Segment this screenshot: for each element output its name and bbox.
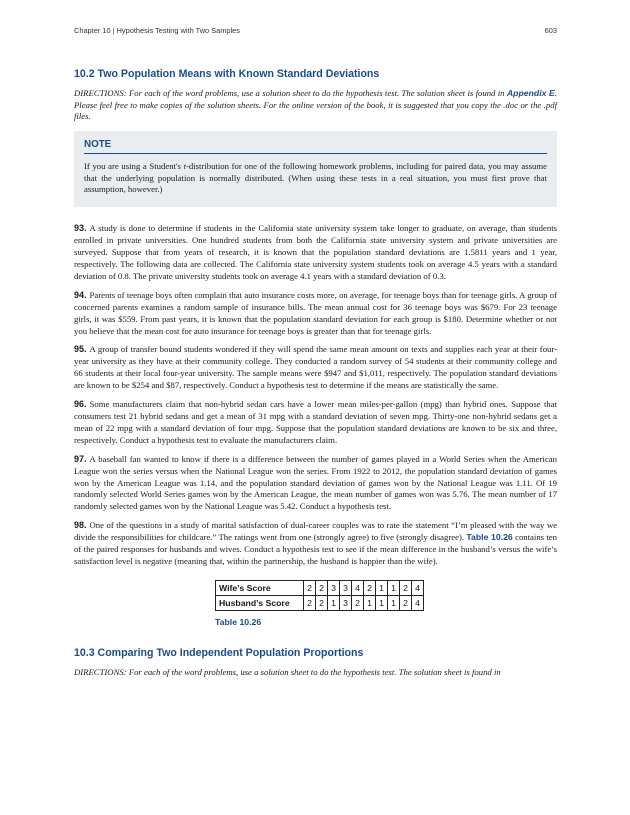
problem-text: Parents of teenage boys often complain that auto insurance costs more, on average, for teenage boys than for teenage girls. A group of concerned parents examines a random sample of insurance bills. The mean annual cost for 36 teenage boys was $679. For 23 teenage girls, it was $559. From past years, it is known that the population standard deviation for each group is $180. Determine whether or not you believe that the mean cost for auto insurance for teenage boys is greater than that for teenage girls. [74,289,557,336]
problem-number: 96. [74,399,87,410]
problem-number: 95. [74,344,87,355]
table-cell: 4 [412,580,424,595]
row-label: Husband’s Score [216,595,304,610]
problem-text: A group of transfer bound students wondered if they will spend the same mean amount on texts and supplies each year at their four-year university as they have at their community college. They conducted a random survey of 54 students at their community college and 66 students at their local four-year university. The sample means were $947 and $1,011, respectively. The population standard deviations are known to be $254 and $87, respectively. Conduct a hypothesis test to determine if the means are statistically the same. [74,344,557,391]
problem-item [74,344,557,392]
table-cell: 2 [316,580,328,595]
table-cell: 4 [352,580,364,595]
table-cell: 3 [340,595,352,610]
note-text-end: -distribution for one of the following homework problems, including for paired data, you may assume that the underlying population is normally distributed. (When using these tests in a real situation, you must first prove that assumption, however.) [84,161,547,194]
table-cell: 1 [388,580,400,595]
problem-number: 94. [74,289,87,300]
chapter-title: Chapter 10 | Hypothesis Testing with Two Samples [74,26,240,35]
problem-item [74,223,557,283]
directions-text-end: . Please feel free to make copies of the solution sheets. For the online version of the book, it is suggested that you copy the .doc or the .pdf files. [74,88,557,122]
table-reference-link[interactable]: Table 10.26 [466,532,513,543]
table-cell: 2 [352,595,364,610]
note-title: NOTE [84,139,547,154]
section-2 [74,647,557,679]
problem-number: 93. [74,223,87,234]
table-cell: 2 [364,580,376,595]
table-cell: 2 [304,595,316,610]
problem-number: 97. [74,453,87,464]
section-heading: 10.3 Comparing Two Independent Population Proportions [74,646,364,659]
page-number: 603 [544,26,557,35]
problem-list [74,223,557,568]
score-table [215,580,424,611]
problem-text: One of the questions in a study of marital satisfaction of dual-career couples was to rate the statement “I’m pleased with the way we divide the responsibilities for childcare.” The ratings went from one (strongly agree) to five (strongly disagree). [74,520,557,543]
appendix-link[interactable]: Appendix E [506,88,555,98]
table-cell: 1 [364,595,376,610]
table-cell: 1 [388,595,400,610]
table-row-wife [216,580,424,595]
section-heading: 10.2 Two Population Means with Known Standard Deviations [74,68,380,80]
table-row-husband [216,595,424,610]
table-cell: 1 [376,595,388,610]
problem-item [74,399,557,447]
directions-paragraph: DIRECTIONS: For each of the word problems, use a solution sheet to do the hypothesis test. The solution sheet is found in [74,666,501,677]
running-header [74,26,557,35]
table-caption: Table 10.26 [215,616,262,627]
directions-text: DIRECTIONS: For each of the word problems, use a solution sheet to do the hypothesis test. The solution sheet is found in [74,88,507,98]
problem-text: Some manufacturers claim that non-hybrid sedan cars have a lower mean miles-per-gallon (mpg) than hybrid ones. Suppose that consumers test 21 hybrid sedans and get a mean of 31 mpg with a standard deviation of seven mpg. Thirty-one non-hybrid sedans get a mean of 22 mpg with a standard deviation of four mpg. Suppose that the population standard deviations are known to be six and three, respectively. Conduct a hypothesis test to evaluate the manufacturers claim. [74,399,557,445]
note-t-italic: t [183,161,186,172]
table-cell: 3 [340,580,352,595]
table-cell: 2 [316,595,328,610]
table-cell: 2 [400,580,412,595]
problem-item [74,454,557,514]
table-cell: 1 [328,595,340,610]
problem-number: 98. [74,520,87,531]
problem-text: A baseball fan wanted to know if there is a difference between the number of games played in a World Series when the American League won the series versus when the National League won the series. From 1922 to 2012, the population standard deviation of games won by the American League was 1.14, and the population standard deviation of games won by the National League was 1.11. Of 19 randomly selected World Series games won by the American League, the mean number of games won was 5.76. The mean number of 17 randomly selected games won by the National League was 5.42. Conduct a hypothesis test. [74,453,557,512]
table-cell: 2 [400,595,412,610]
directions-paragraph [74,88,557,123]
table-cell: 1 [376,580,388,595]
problem-text: A study is done to determine if students in the California state university system take longer to graduate, on average, than students enrolled in private universities. One hundred students from both the California state university system and private universities are surveyed. Suppose that from years of research, it is known that the population standard deviations are 1.5811 years and 1 year, respectively. The following data are collected. The California state university system students took on average 4.5 years with a standard deviation of 0.8. The private university students took on average 4.1 years with a standard deviation of 0.3. [74,223,557,281]
table-cell: 2 [304,580,316,595]
main-content [74,68,557,679]
problem-text-end: contains ten of the paired responses for husbands and wives. Conduct a hypothesis test to see if the mean difference in the husband’s versus the wife’s satisfaction level is negative (meaning that, within the partnership, the husband is happier than the wife). [74,532,557,566]
table-cell: 4 [412,595,424,610]
problem-item [74,520,557,568]
row-label: Wife’s Score [216,580,304,595]
table-cell: 3 [328,580,340,595]
note-text [84,161,547,195]
table-container [215,580,557,627]
note-box [74,131,557,207]
problem-item [74,290,557,338]
note-text-start: If you are using a Student's [84,161,184,172]
